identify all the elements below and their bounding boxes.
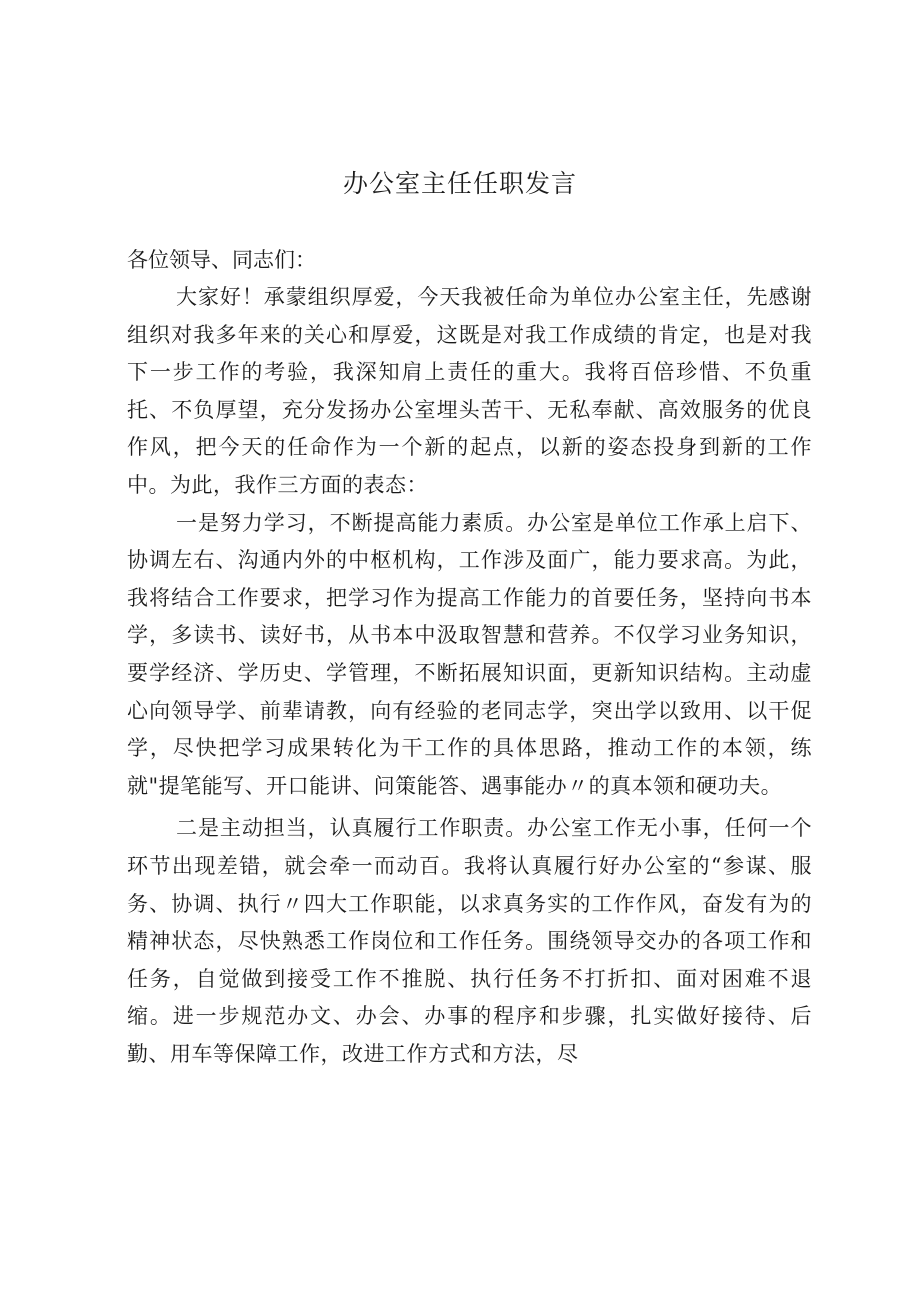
paragraph-point-two: 二是主动担当，认真履行工作职责。办公室工作无小事，任何一个环节出现差错，就会牵一而动百。我将认真履行好办公室的“参谋、服务、协调、执行〃四大工作职能，以求真务实的工作作风，奋发有为的精神状态，尽快熟悉工作岗位和工作任务。围绕领导交办的各项工作和任务，自觉做到接受工作不推脱、执行任务不打折扣、面对困难不退缩。进一步规范办文、办会、办事的程序和步骤，扎实做好接待、后勤、用车等保障工作，改进工作方式和方法，尽 — [127, 816, 812, 1066]
paragraph-greeting: 大家好！承蒙组织厚爱，今天我被任命为单位办公室主任，先感谢组织对我多年来的关心和厚爱，这既是对我工作成绩的肯定，也是对我下一步工作的考验，我深知肩上责任的重大。我将百倍珍惜、不负重托、不负厚望，充分发扬办公室埋头苦干、无私奉献、高效服务的优良作风，把今天的任命作为一个新的起点，以新的姿态投身到新的工作中。为此，我作三方面的表态： — [127, 285, 812, 497]
document-body — [127, 242, 812, 1073]
paragraph-point-one: 一是努力学习，不断提高能力素质。办公室是单位工作承上启下、协调左右、沟通内外的中枢机构，工作涉及面广，能力要求高。为此，我将结合工作要求，把学习作为提高工作能力的首要任务，坚持向书本学，多读书、读好书，从书本中汲取智慧和营养。不仅学习业务知识，要学经济、学历史、学管理，不断拓展知识面，更新知识结构。主动虚心向领导学、前辈请教，向有经验的老同志学，突出学以致用、以干促学，尽快把学习成果转化为干工作的具体思路，推动工作的本领，练就"提笔能写、开口能讲、问策能答、遇事能办〃的真本领和硬功夫。 — [127, 510, 812, 798]
salutation: 各位领导、同志们： — [127, 248, 316, 272]
document-title: 办公室主任任职发言 — [342, 169, 577, 198]
